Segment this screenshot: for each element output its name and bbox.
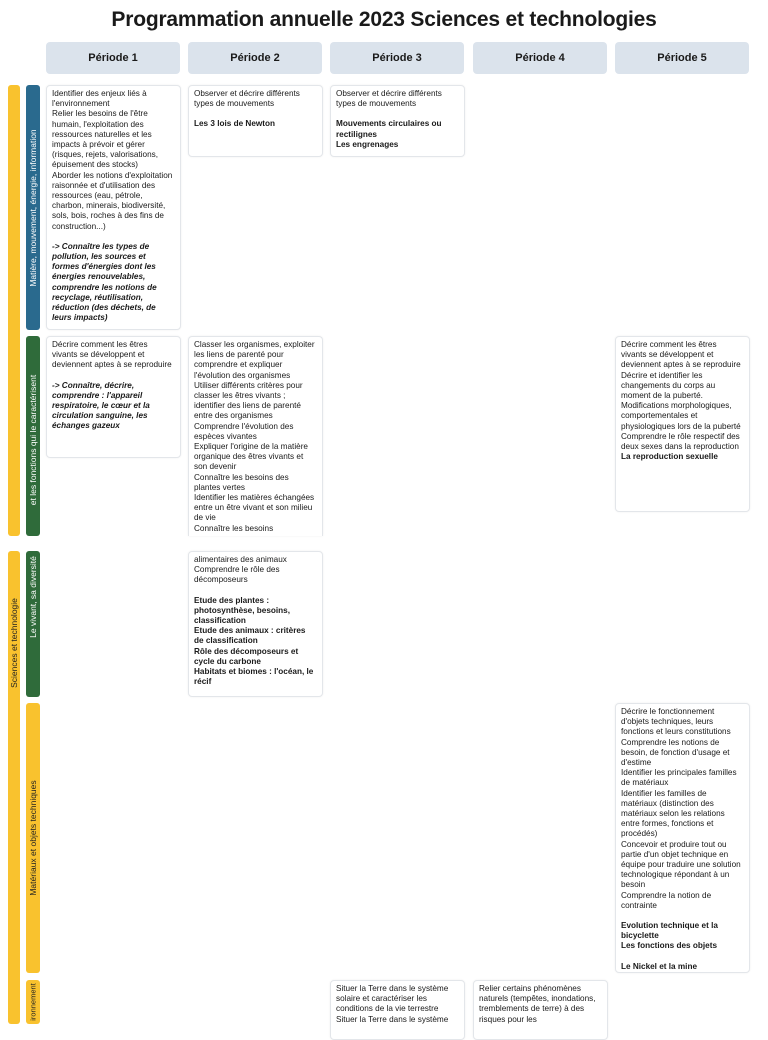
cell-environnement-p4 [473, 980, 608, 1040]
cell-text: Situer la Terre dans le système solaire et caractériser les conditions de la vie terrestre Situer la Terre dans le système [336, 984, 449, 1024]
subject-bar-top [8, 85, 20, 536]
cell-topic: Etude des plantes : photosynthèse, besoins, classification Etude des animaux : critères de classification Rôle des décomposeurs et cycle du carbone Habitats et biomes : l'océan, le récif [194, 595, 314, 687]
theme-bar-vivant-top [26, 336, 40, 536]
subject-bar [8, 551, 20, 1024]
cell-text: Relier certains phénomènes naturels (tempêtes, inondations, tremblements de terre) à des risques pour les [479, 984, 596, 1024]
theme-bar-vivant-bottom [26, 551, 40, 697]
cell-topic: Evolution technique et la bicyclette Les fonctions des objets [621, 921, 718, 951]
cell-topic: Mouvements circulaires ou rectilignes Les engrenages [336, 119, 442, 149]
period-header-4: Période 4 [473, 42, 607, 74]
cell-vivant-p2-part2 [188, 551, 323, 697]
cell-objective: -> Connaître, décrire, comprendre : l'appareil respiratoire, le cœur et la circulation sanguine, les échanges gazeux [52, 380, 150, 431]
theme-label-environnement: ironnement [28, 983, 38, 1021]
period-header-3: Période 3 [330, 42, 464, 74]
cell-vivant-p2-part1 [188, 336, 323, 536]
cell-text: Observer et décrire différents types de mouvements [194, 89, 300, 109]
cell-text: alimentaires des animaux Comprendre le rôle des décomposeurs [194, 555, 287, 585]
cell-matiere-p3 [330, 85, 465, 157]
cell-topic: Les 3 lois de Newton [194, 119, 275, 129]
cell-materiaux-p5 [615, 703, 750, 973]
period-header-1: Période 1 [46, 42, 180, 74]
cell-topic: Le Nickel et la mine [621, 961, 697, 971]
cell-matiere-p2 [188, 85, 323, 157]
cell-topic: La reproduction sexuelle [621, 452, 718, 462]
theme-label-matiere: Matière, mouvement, énergie, information [28, 128, 38, 287]
cell-matiere-p1 [46, 85, 181, 330]
cell-text: Observer et décrire différents types de mouvements [336, 89, 442, 109]
theme-bar-environnement [26, 980, 40, 1024]
theme-label-vivant-upper: et les fonctions qui le caractérisent [28, 374, 38, 506]
cell-text: Décrire comment les êtres vivants se développent et deviennent aptes à se reproduire [52, 340, 172, 370]
subject-label: Sciences et technologie [9, 598, 19, 688]
theme-label-materiaux: Matériaux et objets techniques [28, 780, 38, 896]
theme-label-vivant-lower: Le vivant, sa diversité [28, 556, 38, 638]
page-title: Programmation annuelle 2023 Sciences et technologies [111, 8, 657, 31]
cell-text: Décrire le fonctionnement d'objets techniques, leurs fonctions et leurs constitutions Comprendre les notions de besoin, de fonction d'usage et d'estime Identifier les principales familles de matériaux Identifier les familles de matériaux (distinction des matériaux selon les relations entre formes, fonctions et procédés) Concevoir et produire tout ou partie d'un objet technique en équipe pour traduire une solution technologique répondant à un besoin Comprendre la notion de contrainte [621, 707, 741, 910]
cell-objective: -> Connaître les types de pollution, les sources et formes d'énergies dont les énergies renouvelables, comprendre les notions de recyclage, réutilisation, réduction (des déchets, de leurs impacts) [52, 241, 157, 323]
cell-environnement-p3 [330, 980, 465, 1040]
cell-vivant-p5 [615, 336, 750, 512]
cell-text: Décrire comment les êtres vivants se développent et deviennent aptes à se reproduire Décrire et identifier les changements du corps au moment de la puberté. Modifications morphologiques, comportementales et physiologiques lors de la puberté Comprendre le rôle respectif des deux sexes dans la reproduction [621, 340, 741, 452]
cell-text: Classer les organismes, exploiter les liens de parenté pour comprendre et expliquer l'évolution des organismes Utiliser différents critères pour classer les êtres vivants ; identifier des liens de parenté entre des organismes Comprendre l'évolution des espèces vivantes Expliquer l'origine de la matière organique des êtres vivants et son devenir Connaître les besoins des plantes vertes Identifier les matières échangées entre un être vivant et son milieu de vie Connaître les besoins [194, 340, 315, 533]
period-header-2: Période 2 [188, 42, 322, 74]
theme-bar-matiere [26, 85, 40, 330]
cell-text: Identifier des enjeux liés à l'environnement Relier les besoins de l'être humain, l'exploitation des ressources naturelles et les impacts à prévoir et gérer (risques, rejets, valorisations, épuisement des stocks) Aborder les notions d'exploitation raisonnée et d'utilisation des ressources (eau, pétrole, charbon, minerais, biodiversité, sols, bois, roches à des fins de construction...) [52, 89, 173, 231]
period-header-5: Période 5 [615, 42, 749, 74]
theme-bar-materiaux [26, 703, 40, 973]
cell-vivant-p1 [46, 336, 181, 458]
